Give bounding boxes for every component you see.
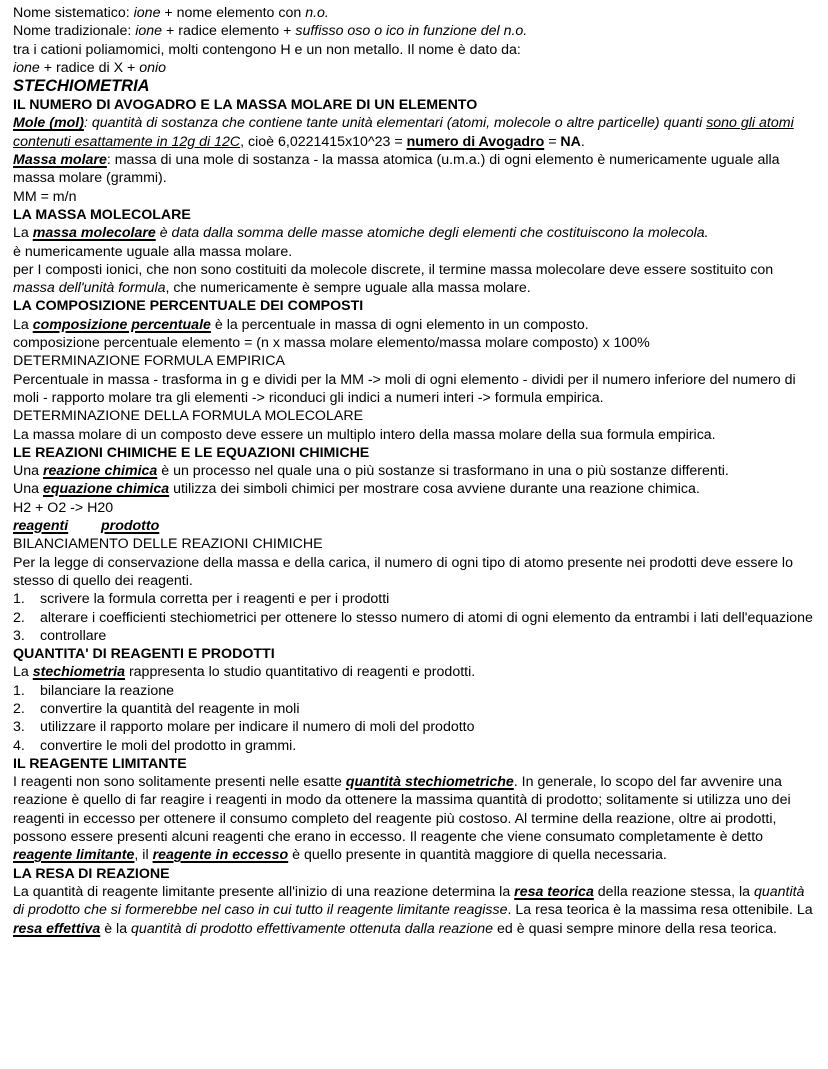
- paragraph-reazione-chimica: [13, 462, 818, 480]
- term-composizione-percentuale: composizione percentuale: [32, 316, 211, 333]
- term-reazione-chimica: reazione chimica: [42, 463, 158, 480]
- list-text: controllare: [40, 627, 107, 644]
- term-avogadro: numero di Avogadro: [406, 133, 545, 150]
- list-number: 1.: [13, 682, 25, 699]
- paragraph-mole: [13, 114, 818, 151]
- text: ed è quasi sempre minore della resa teorica.: [493, 920, 777, 937]
- text: : massa di una mole di sostanza - la massa atomica (u.m.a.) di ogni elemento è numericamente uguale alla massa molare (grammi).: [13, 152, 780, 187]
- text: I reagenti non sono solitamente presenti nelle esatte: [13, 774, 346, 791]
- text: =: [544, 133, 561, 150]
- subheading-formula-empirica: DETERMINAZIONE FORMULA EMPIRICA: [13, 353, 285, 370]
- text: è data dalla somma delle masse atomiche degli elementi che costituiscono la molecola.: [155, 225, 709, 242]
- text: Una: [13, 481, 43, 498]
- paragraph-uguale: è numericamente uguale alla massa molare.: [13, 243, 293, 260]
- text: è quello presente in quantità maggiore di quella necessaria.: [288, 847, 667, 864]
- text: : quantità di sostanza che contiene tante unità elementari (atomi, molecole o altre particelle) quanti: [83, 115, 707, 132]
- text: ione: [133, 5, 161, 21]
- label-prodotto: prodotto: [101, 518, 160, 535]
- list-text: utilizzare il rapporto molare per indicare il numero di moli del prodotto: [40, 719, 475, 736]
- text: + radice di X +: [39, 59, 140, 76]
- text: , che numericamente è sempre uguale alla massa molare.: [165, 280, 531, 297]
- paragraph-reagente-limitante: [13, 773, 818, 864]
- paragraph-composizione: [13, 316, 818, 334]
- list-text: scrivere la formula corretta per i reagenti e per i prodotti: [40, 591, 390, 608]
- text: ione: [13, 59, 40, 76]
- text: è un processo nel quale una o più sostanze si trasformano in una o più sostanze differenti.: [157, 463, 729, 480]
- list-text: convertire le moli del prodotto in grammi.: [40, 737, 297, 754]
- text: per I composti ionici, che non sono costituiti da molecole discrete, il termine massa molecolare deve essere sostituito con: [13, 261, 774, 278]
- term-quantita-stechiometriche: quantità stechiometriche: [345, 774, 514, 791]
- label-reagenti: reagenti: [13, 518, 69, 535]
- list-text: bilanciare la reazione: [40, 682, 175, 699]
- paragraph-stechiometria: [13, 663, 818, 681]
- list-number: 3.: [13, 627, 25, 644]
- text: utilizza dei simboli chimici per mostrare cosa avviene durante una reazione chimica.: [169, 481, 700, 498]
- text: della reazione stessa, la: [593, 883, 754, 900]
- list-number: 2.: [13, 609, 25, 626]
- text: . La resa teorica è la massima resa ottenibile. La: [507, 902, 813, 919]
- heading-composizione: LA COMPOSIZIONE PERCENTUALE DEI COMPOSTI: [13, 298, 364, 315]
- line-nome-sistematico: [13, 4, 818, 22]
- paragraph-massa-molecolare: [13, 224, 818, 242]
- text: .: [580, 133, 585, 150]
- term-reagente-in-eccesso: reagente in eccesso: [152, 847, 289, 864]
- term-na: NA: [560, 133, 581, 150]
- text: La: [13, 225, 33, 242]
- text: , il: [134, 847, 153, 864]
- text: + radice elemento +: [162, 23, 296, 40]
- text: quantità di prodotto effettivamente ottenuta dalla reazione: [131, 920, 494, 937]
- list-text: alterare i coefficienti stechiometrici per ottenere lo stesso numero di atomi di ogni elemento da entrambi i lati dell'equazione: [40, 609, 813, 626]
- term-stechiometria: stechiometria: [32, 664, 125, 681]
- list-item: [13, 627, 818, 645]
- formula-mm: MM = m/n: [13, 188, 77, 205]
- line-nome-tradizionale: [13, 22, 818, 40]
- subheading-bilanciamento: BILANCIAMENTO DELLE REAZIONI CHIMICHE: [13, 536, 323, 553]
- list-quantita: [13, 682, 818, 755]
- text: + nome elemento con: [160, 5, 306, 21]
- text: La: [13, 664, 33, 681]
- list-item: [13, 737, 818, 755]
- heading-reagente-limitante: IL REAGENTE LIMITANTE: [13, 755, 187, 772]
- list-item: [13, 718, 818, 736]
- text: La: [13, 316, 33, 333]
- paragraph-composti-ionici: [13, 261, 818, 298]
- list-number: 4.: [13, 737, 25, 754]
- term-equazione-chimica: equazione chimica: [42, 481, 170, 498]
- text: , cioè 6,0221415x10^23 =: [240, 133, 407, 150]
- term-massa-molare: Massa molare: [13, 152, 107, 169]
- text: è la: [100, 920, 132, 937]
- list-item: [13, 682, 818, 700]
- paragraph-formula-molecolare: La massa molare di un composto deve essere un multiplo intero della massa molare della sua formula empirica.: [13, 426, 716, 443]
- text: suffisso oso o ico in funzione del n.o.: [295, 23, 528, 40]
- paragraph-equazione-chimica: [13, 480, 818, 498]
- text: quantità di prodotto che si formerebbe nel caso in cui tutto il reagente limitante reagisse: [13, 883, 805, 919]
- list-number: 3.: [13, 719, 25, 736]
- heading-massa-molecolare: LA MASSA MOLECOLARE: [13, 206, 191, 223]
- list-item: [13, 609, 818, 627]
- list-bilanciamento: [13, 590, 818, 645]
- text: Nome tradizionale:: [13, 23, 136, 40]
- line-onio: [13, 59, 818, 77]
- list-number: 1.: [13, 591, 25, 608]
- list-item: [13, 590, 818, 608]
- text: è la percentuale in massa di ogni elemento in un composto.: [210, 316, 589, 333]
- heading-resa: LA RESA DI REAZIONE: [13, 865, 170, 882]
- term-resa-effettiva: resa effettiva: [13, 920, 101, 937]
- text: ione: [135, 23, 163, 40]
- text: onio: [139, 59, 167, 76]
- term-reagente-limitante: reagente limitante: [13, 847, 135, 864]
- text: rappresenta lo studio quantitativo di reagenti e prodotti.: [125, 664, 476, 681]
- text: La quantità di reagente limitante presente all'inizio di una reazione determina la: [13, 883, 515, 900]
- text: Nome sistematico:: [13, 5, 134, 21]
- list-item: [13, 700, 818, 718]
- paragraph-massa-molare: [13, 151, 818, 188]
- formula-composizione: composizione percentuale elemento = (n x massa molare elemento/massa molare composto) x 100%: [13, 335, 650, 352]
- list-text: convertire la quantità del reagente in moli: [40, 700, 300, 717]
- list-number: 2.: [13, 700, 25, 717]
- line-cationi: tra i cationi poliamomici, molti contengono H e un non metallo. Il nome è dato da:: [13, 41, 521, 58]
- equation: H2 + O2 -> H20: [13, 499, 114, 516]
- paragraph-formula-empirica: Percentuale in massa - trasforma in g e dividi per la MM -> moli di ogni elemento - dividi per il numero inferiore del numero di moli - rapporto molare tra gli elementi -> riconduci gli indici a numeri interi -> formula empirica.: [13, 371, 796, 406]
- text: . In generale, lo scopo del far avvenire una reazione è quello di far reagire i reagenti in modo da ottenere la massima quantità di prodotto; solitamente si utilizza uno dei reagenti in eccesso per ottenere il consumo completo del reagente più costoso. Al termine della reazione, oltre ai prodotti, possono essere presenti alcuni reagenti che erano in eccesso. Il reagente che viene consumato completamente è detto: [13, 774, 791, 846]
- paragraph-conservazione: Per la legge di conservazione della massa e della carica, il numero di ogni tipo di atomo presente nei prodotti deve essere lo stesso di quello dei reagenti.: [13, 554, 793, 589]
- text: sono gli atomi contenuti esattamente in 12g di 12C: [13, 115, 794, 150]
- term-resa-teorica: resa teorica: [514, 883, 594, 900]
- paragraph-resa: [13, 883, 818, 938]
- term-massa-molecolare: massa molecolare: [32, 225, 156, 242]
- heading-quantita: QUANTITA' DI REAGENTI E PRODOTTI: [13, 646, 275, 663]
- text: n.o.: [305, 5, 329, 21]
- title-stechiometria: STECHIOMETRIA: [13, 77, 150, 96]
- heading-reazioni: LE REAZIONI CHIMICHE E LE EQUAZIONI CHIMICHE: [13, 444, 370, 461]
- text: Una: [13, 463, 43, 480]
- heading-avogadro: IL NUMERO DI AVOGADRO E LA MASSA MOLARE DI UN ELEMENTO: [13, 97, 478, 114]
- subheading-formula-molecolare: DETERMINAZIONE DELLA FORMULA MOLECOLARE: [13, 408, 364, 425]
- equation-labels: [13, 517, 818, 535]
- term-mole: Mole (mol): [13, 115, 84, 132]
- text: massa dell'unità formula: [13, 280, 166, 297]
